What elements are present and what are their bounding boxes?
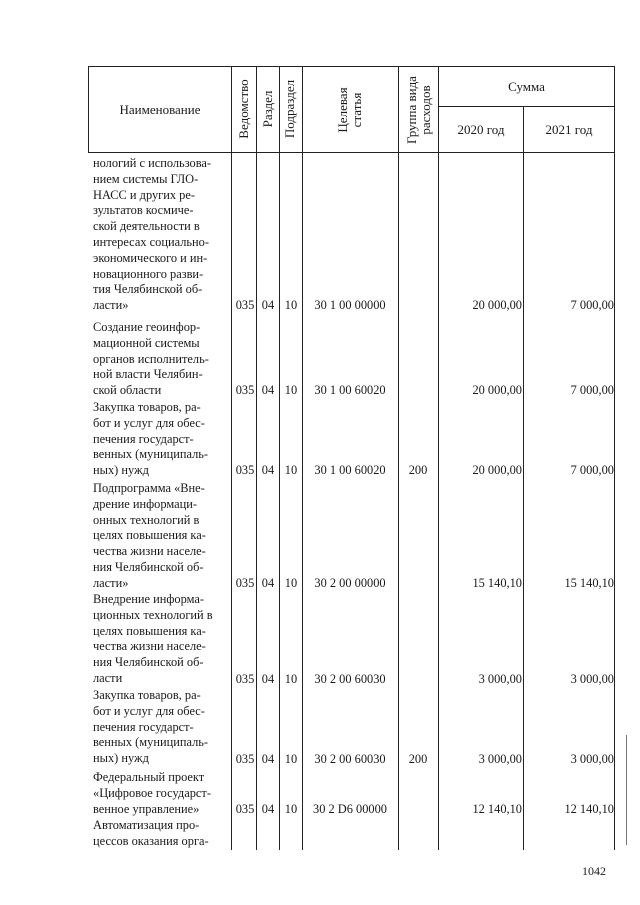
cell-razdel: 04: [261, 383, 275, 397]
row-name-line: Создание геоинфор-: [93, 320, 201, 334]
row-name-line: нием системы ГЛО-: [93, 171, 199, 186]
cell-podrazdel: 10: [284, 672, 298, 686]
row-values: [0, 752, 640, 768]
cell-vedomstvo: 035: [235, 752, 255, 766]
cell-sum-2021: 7 000,00: [570, 298, 614, 312]
cell-vedomstvo: 035: [235, 463, 255, 477]
header-gruppa-line1: Группа вида: [404, 76, 419, 144]
col-divider-name: [231, 66, 232, 850]
row-name-line: бот и услуг для обес-: [93, 415, 205, 430]
cell-sum-2021: 3 000,00: [570, 752, 614, 766]
row-name-line: ционных технологий в: [93, 607, 213, 622]
header-celevaya-line1: Целевая: [335, 87, 350, 133]
row-name-line: чества жизни населе-: [93, 544, 206, 559]
header-podrazdel: Подраздел: [282, 79, 297, 139]
cell-sum-2020: 12 140,10: [472, 802, 522, 816]
cell-podrazdel: 10: [284, 298, 298, 312]
cell-celevaya: 30 2 00 60030: [314, 752, 386, 766]
cell-razdel: 04: [261, 576, 275, 590]
row-values: [0, 672, 640, 688]
cell-celevaya: 30 1 00 60020: [314, 383, 386, 397]
row-name-line: венных (муниципаль-: [93, 735, 209, 750]
cell-razdel: 04: [261, 752, 275, 766]
col-divider-vedomstvo: [256, 66, 257, 850]
row-name-line: Закупка товаров, ра-: [93, 400, 201, 414]
row-name-line: органов исполнитель-: [93, 351, 209, 366]
cell-celevaya: 30 1 00 00000: [314, 298, 386, 312]
row-values: [0, 802, 640, 818]
cell-sum-2021: 3 000,00: [570, 672, 614, 686]
scan-edge-mark: [626, 735, 627, 845]
row-values: [0, 576, 640, 592]
row-name-line: ласти: [93, 670, 123, 685]
header-bottom-border: [88, 152, 614, 153]
cell-sum-2020: 3 000,00: [478, 672, 522, 686]
cell-celevaya: 30 2 00 00000: [314, 576, 386, 590]
row-name-line: новационного разви-: [93, 266, 204, 281]
header-celevaya: [334, 68, 366, 152]
cell-razdel: 04: [261, 672, 275, 686]
row-name-line: дрение информаци-: [93, 496, 197, 511]
row-name-line: венное управление»: [93, 801, 200, 816]
cell-razdel: 04: [261, 298, 275, 312]
row-name-line: ласти»: [93, 298, 129, 313]
header-gruppa-line2: расходов: [418, 85, 433, 135]
header-year-2020: 2020 год: [457, 121, 505, 137]
cell-razdel: 04: [261, 802, 275, 816]
row-name-line: онных технологий в: [93, 512, 200, 527]
row-name: [93, 481, 229, 592]
row-name-line: Автоматизация про-: [93, 818, 200, 832]
cell-podrazdel: 10: [284, 463, 298, 477]
cell-celevaya: 30 1 00 60020: [314, 463, 386, 477]
col-divider-celevaya: [398, 66, 399, 850]
header-razdel: Раздел: [260, 90, 275, 128]
row-name-line: экономического и ин-: [93, 250, 208, 265]
col-divider-gruppa: [438, 66, 439, 850]
header-summa: Сумма: [508, 78, 545, 94]
cell-celevaya: 30 2 00 60030: [314, 672, 386, 686]
cell-podrazdel: 10: [284, 802, 298, 816]
cell-celevaya: 30 2 D6 00000: [313, 802, 387, 816]
row-values: [0, 463, 640, 479]
cell-podrazdel: 10: [284, 383, 298, 397]
row-name-line: печения государст-: [93, 431, 194, 446]
header-year-2021: 2021 год: [545, 121, 593, 137]
page-number: 1042: [582, 864, 606, 878]
cell-sum-2021: 7 000,00: [570, 383, 614, 397]
row-name: [93, 818, 229, 850]
row-name-line: ных) нужд: [93, 463, 149, 478]
row-name-line: интересах социально-: [93, 234, 209, 249]
row-values: [0, 298, 640, 314]
cell-podrazdel: 10: [284, 576, 298, 590]
cell-vedomstvo: 035: [235, 802, 255, 816]
col-divider-podrazdel: [302, 66, 303, 850]
header-name: Наименование: [119, 101, 201, 117]
cell-sum-2020: 15 140,10: [472, 576, 522, 590]
table-right-border: [614, 66, 615, 850]
row-name-line: целях повышения ка-: [93, 528, 206, 543]
header-vedomstvo: Ведомство: [236, 79, 251, 139]
cell-vedomstvo: 035: [235, 383, 255, 397]
row-name-line: ной власти Челябин-: [93, 367, 203, 382]
row-name-line: ласти»: [93, 575, 129, 590]
cell-sum-2021: 12 140,10: [564, 802, 614, 816]
row-name-line: ской области: [93, 383, 162, 398]
cell-vedomstvo: 035: [235, 672, 255, 686]
row-name-line: зультатов космиче-: [93, 203, 194, 218]
cell-sum-2020: 20 000,00: [472, 463, 522, 477]
cell-sum-2020: 20 000,00: [472, 298, 522, 312]
cell-vedomstvo: 035: [235, 298, 255, 312]
row-name-line: нологий с использова-: [93, 156, 212, 170]
cell-sum-2020: 3 000,00: [478, 752, 522, 766]
cell-gruppa: 200: [408, 463, 428, 477]
col-divider-razdel: [279, 66, 280, 850]
cell-razdel: 04: [261, 463, 275, 477]
cell-vedomstvo: 035: [235, 576, 255, 590]
row-name: [93, 156, 229, 314]
row-name-line: целях повышения ка-: [93, 623, 206, 638]
row-name-line: ных) нужд: [93, 751, 149, 766]
row-name-line: ния Челябинской об-: [93, 559, 204, 574]
row-name-line: цессов оказания орга-: [93, 833, 209, 848]
cell-sum-2021: 15 140,10: [564, 576, 614, 590]
row-name-line: Внедрение информа-: [93, 592, 204, 606]
cell-sum-2020: 20 000,00: [472, 383, 522, 397]
row-values: [0, 383, 640, 399]
row-name-line: венных (муниципаль-: [93, 447, 209, 462]
row-name-line: ния Челябинской об-: [93, 655, 204, 670]
row-name-line: мационной системы: [93, 335, 200, 350]
row-name-line: Закупка товаров, ра-: [93, 688, 201, 702]
row-name-line: печения государст-: [93, 719, 194, 734]
cell-podrazdel: 10: [284, 752, 298, 766]
row-name-line: НАСС и других ре-: [93, 187, 195, 202]
header-celevaya-line2: статья: [349, 92, 364, 128]
row-name-line: «Цифровое государст-: [93, 785, 211, 800]
row-name-line: Федеральный проект: [93, 770, 205, 784]
cell-gruppa: 200: [408, 752, 428, 766]
row-name-line: ской деятельности в: [93, 219, 200, 234]
header-gruppa: [403, 67, 435, 153]
row-name-line: тия Челябинской об-: [93, 282, 203, 297]
row-name-line: Подпрограмма «Вне-: [93, 481, 205, 495]
row-name-line: бот и услуг для обес-: [93, 703, 205, 718]
cell-sum-2021: 7 000,00: [570, 463, 614, 477]
row-name-line: чества жизни населе-: [93, 639, 206, 654]
